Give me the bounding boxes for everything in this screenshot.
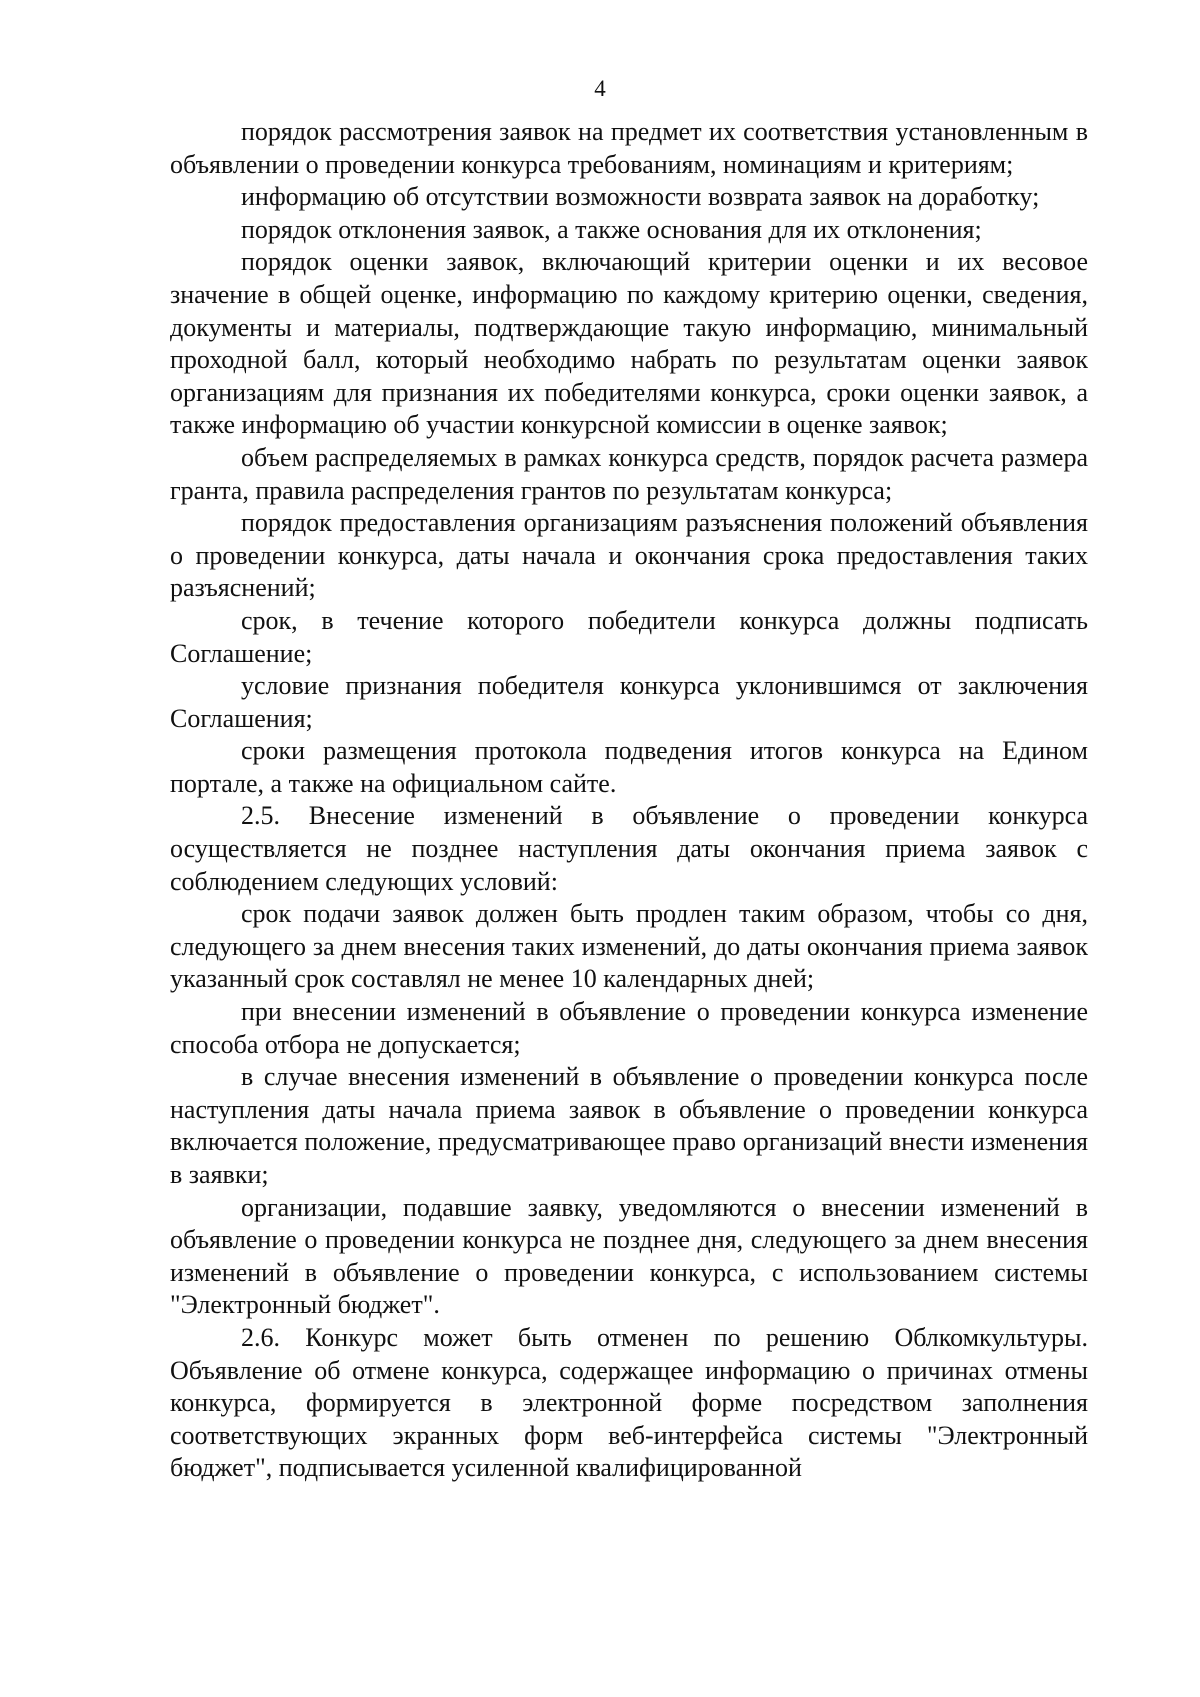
paragraph-review-procedure: порядок рассмотрения заявок на предмет их соответствия установленным в объявлении о проведении конкурса требованиям, номинациям и критериям; <box>170 117 1088 179</box>
paragraph-funds-volume: объем распределяемых в рамках конкурса средств, порядок расчета размера гранта, правила распределения грантов по результатам конкурса; <box>170 442 1088 505</box>
paragraph-rejection-procedure: порядок отклонения заявок, а также основания для их отклонения; <box>241 214 982 244</box>
paragraph-section-2-6: 2.6. Конкурс может быть отменен по решению Облкомкультуры. Объявление об отмене конкурса, содержащее информацию о причинах отмены конкурса, формируется в электронной форме посредством заполнения соответствующих экранных форм веб-интерфейса системы "Электронный бюджет", подписывается усиленной квалифицированной <box>170 1322 1088 1483</box>
document-body <box>170 116 1088 1485</box>
paragraph-signing-deadline: срок, в течение которого победители конкурса должны подписать Соглашение; <box>170 605 1088 668</box>
paragraph-no-return: информацию об отсутствии возможности возврата заявок на доработку; <box>241 182 1040 212</box>
paragraph-section-2-5: 2.5. Внесение изменений в объявление о проведении конкурса осуществляется не позднее наступления даты окончания приема заявок с соблюдением следующих условий: <box>170 801 1088 896</box>
paragraph-evasion-condition: условие признания победителя конкурса уклонившимся от заключения Соглашения; <box>170 671 1088 733</box>
paragraph-notification: организации, подавшие заявку, уведомляются о внесении изменений в объявление о проведении конкурса не позднее дня, следующего за днем внесения изменений в объявление о проведении конкурса, с использованием системы "Электронный бюджет". <box>170 1192 1088 1320</box>
paragraph-extension-term: срок подачи заявок должен быть продлен таким образом, чтобы со дня, следующего за днем внесения таких изменений, до даты окончания приема заявок указанный срок составлял не менее 10 календарных дней; <box>170 899 1088 994</box>
paragraph-application-changes: в случае внесения изменений в объявление о проведении конкурса после наступления даты начала приема заявок в объявление о проведении конкурса включается положение, предусматривающее право организаций внести изменения в заявки; <box>170 1062 1088 1189</box>
paragraph-protocol-terms: сроки размещения протокола подведения итогов конкурса на Едином портале, а также на официальном сайте. <box>170 736 1088 798</box>
paragraph-evaluation-procedure: порядок оценки заявок, включающий критерии оценки и их весовое значение в общей оценке, информацию по каждому критерию оценки, сведения, документы и материалы, подтверждающие такую информацию, минимальный проходной балл, который необходимо набрать по результатам оценки заявок организациям для признания их победителями конкурса, сроки оценки заявок, а также информацию об участии конкурсной комиссии в оценке заявок; <box>170 247 1088 440</box>
page-number: 4 <box>594 76 606 101</box>
paragraph-method-change: при внесении изменений в объявление о проведении конкурса изменение способа отбора не допускается; <box>170 997 1088 1059</box>
paragraph-clarifications: порядок предоставления организациям разъяснения положений объявления о проведении конкурса, даты начала и окончания срока предоставления таких разъяснений; <box>170 508 1088 603</box>
